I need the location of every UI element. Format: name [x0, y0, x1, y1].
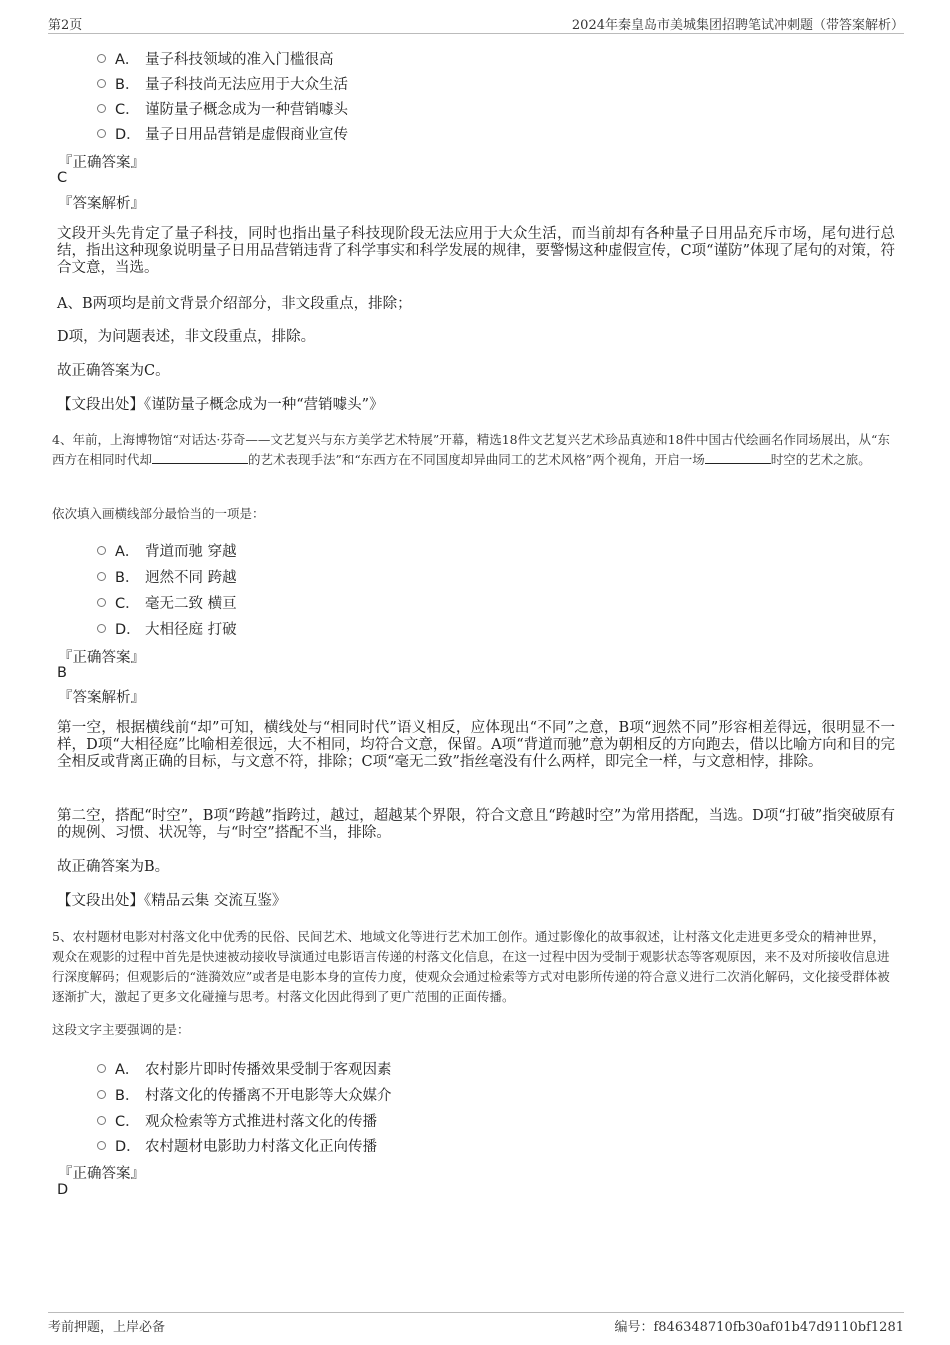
q4-analysis-label: 『答案解析』: [58, 690, 145, 706]
q4-answer-label: 『正确答案』: [58, 650, 145, 666]
q5-option-c[interactable]: C． 观众检索等方式推进村落文化的传播: [97, 1110, 377, 1130]
radio-icon[interactable]: [97, 1090, 106, 1099]
q5-option-d[interactable]: D． 农村题材电影助力村落文化正向传播: [97, 1135, 377, 1155]
q3-option-c[interactable]: C． 谨防量子概念成为一种营销噱头: [97, 98, 348, 118]
blank-line: [152, 451, 248, 464]
q4-analysis-paragraph: 第二空，搭配“时空”，B项“跨越”指跨过，越过，超越某个界限，符合文意且“跨越时空”为常用搭配，当选。D项“打破”指突破原有的规例、习惯、状况等，与“时空”搭配不当，排除。: [57, 808, 895, 841]
q3-answer-label: 『正确答案』: [58, 155, 145, 171]
radio-icon[interactable]: [97, 546, 106, 555]
q3-analysis-paragraph: 文段开头先肯定了量子科技，同时也指出量子科技现阶段无法应用于大众生活，而当前却有各种量子日用品充斥市场，尾句进行总结，指出这种现象说明量子日用品营销违背了科学事实和科学发展的规律，要警惕这种虚假宣传，C项“谨防”体现了尾句的对策，符合文意，当选。: [57, 226, 895, 276]
q5-option-b[interactable]: B． 村落文化的传播离不开电影等大众媒介: [97, 1084, 392, 1104]
q5-answer: D: [57, 1182, 69, 1198]
q4-prompt: 依次填入画横线部分最恰当的一项是：: [52, 506, 265, 521]
radio-icon[interactable]: [97, 572, 106, 581]
page-footer: [48, 1312, 904, 1335]
radio-icon[interactable]: [97, 54, 106, 63]
radio-icon[interactable]: [97, 1141, 106, 1150]
q4-option-a[interactable]: A． 背道而驰 穿越: [97, 540, 237, 560]
q3-analysis-paragraph: A、B两项均是前文背景介绍部分，非文段重点，排除；: [57, 296, 412, 312]
q5-prompt: 这段文字主要强调的是：: [52, 1022, 190, 1037]
document-id: 编号：f846348710fb30af01b47d9110bf1281: [614, 1320, 904, 1335]
q4-option-d[interactable]: D． 大相径庭 打破: [97, 618, 237, 638]
q4-source: 【文段出处】《精品云集 交流互鉴》: [57, 893, 287, 909]
blank-line: [705, 451, 771, 464]
radio-icon[interactable]: [97, 1064, 106, 1073]
radio-icon[interactable]: [97, 1116, 106, 1125]
q4-option-c[interactable]: C． 毫无二致 横亘: [97, 592, 237, 612]
q4-analysis-paragraph: 故正确答案为B。: [57, 859, 170, 875]
q5-option-a[interactable]: A． 农村影片即时传播效果受制于客观因素: [97, 1058, 392, 1078]
radio-icon[interactable]: [97, 79, 106, 88]
q3-option-d[interactable]: D． 量子日用品营销是虚假商业宣传: [97, 123, 348, 143]
document-title: 2024年秦皇岛市美城集团招聘笔试冲刺题（带答案解析）: [571, 18, 904, 33]
q4-answer: B: [57, 665, 67, 681]
q3-option-a[interactable]: A． 量子科技领域的准入门槛很高: [97, 48, 334, 68]
q3-analysis-paragraph: 故正确答案为C。: [57, 363, 170, 379]
q3-option-b[interactable]: B． 量子科技尚无法应用于大众生活: [97, 73, 348, 93]
page-header: [48, 11, 904, 34]
q5-answer-label: 『正确答案』: [58, 1166, 145, 1182]
radio-icon[interactable]: [97, 104, 106, 113]
page-number: 第2页: [48, 18, 83, 33]
radio-icon[interactable]: [97, 624, 106, 633]
q3-analysis-label: 『答案解析』: [58, 196, 145, 212]
radio-icon[interactable]: [97, 129, 106, 138]
q4-stem: 4、年前，上海博物馆“对话达·芬奇——文艺复兴与东方美学艺术特展”开幕，精选18件文艺复兴艺术珍品真迹和18件中国古代绘画名作同场展出，从“东西方在相同时代却 的艺术表现手法”和“东西方在不同国度却异曲同工的艺术风格”两个视角，开启一场 时空的艺术之旅。: [52, 432, 890, 467]
q3-source: 【文段出处】《谨防量子概念成为一种“营销噱头”》: [57, 397, 384, 413]
q5-stem: 5、农村题材电影对村落文化中优秀的民俗、民间艺术、地域文化等进行艺术加工创作。通过影像化的故事叙述，让村落文化走进更多受众的精神世界，观众在观影的过程中首先是快速被动接收导演通过电影语言传递的村落文化信息，在这一过程中因为受制于观影状态等客观原因，来不及对所接收信息进行深度解码；但观影后的“涟漪效应”或者是电影本身的宣传力度，使观众会通过检索等方式对电影所传递的符合意义进行二次消化解码，文化接受群体被逐渐扩大，激起了更多文化碰撞与思考。村落文化因此得到了更广范围的正面传播。: [52, 929, 890, 1004]
q3-answer: C: [57, 170, 68, 186]
radio-icon[interactable]: [97, 598, 106, 607]
footer-slogan: 考前押题，上岸必备: [48, 1320, 166, 1335]
q4-analysis-paragraph: 第一空，根据横线前“却”可知，横线处与“相同时代”语义相反，应体现出“不同”之意，B项“迥然不同”形容相差得远，很明显不一样，D项“大相径庭”比喻相差很远，大不相同，均符合文意，保留。A项“背道而驰”意为朝相反的方向跑去，借以比喻方向和目的完全相反或背离正确的目标，与文意不符，排除；C项“毫无二致”指丝毫没有什么两样，即完全一样，与文意相悖，排除。: [57, 720, 895, 770]
q4-option-b[interactable]: B． 迥然不同 跨越: [97, 566, 237, 586]
q3-analysis-paragraph: D项，为问题表述，非文段重点，排除。: [57, 329, 316, 345]
